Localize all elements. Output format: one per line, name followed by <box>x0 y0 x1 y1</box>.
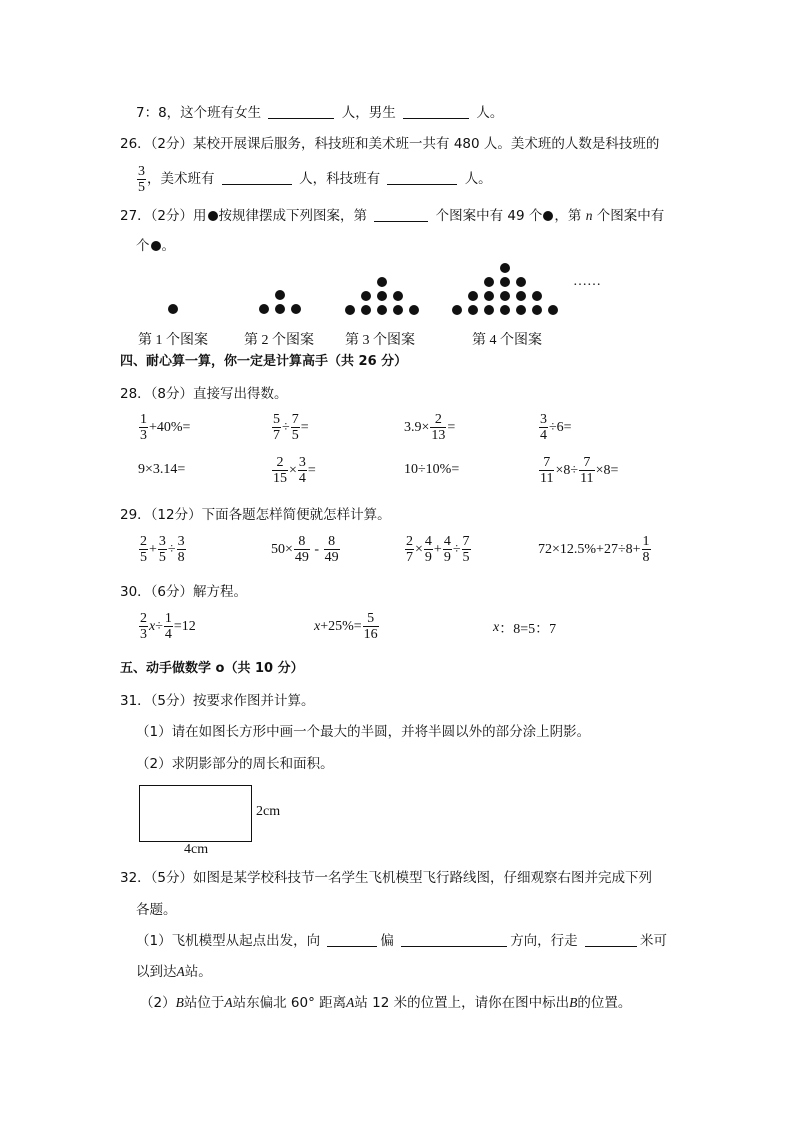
q32-p1-text-d: 米可 <box>639 933 667 949</box>
pattern-caption-2: 第 2 个图案 <box>244 333 314 348</box>
q27-text-c: 个图案中有 49 个 <box>435 208 543 224</box>
pattern-dot <box>452 305 462 315</box>
pattern-caption-1: 第 1 个图案 <box>138 333 208 348</box>
rectangle-figure <box>139 785 252 842</box>
pattern-dot <box>291 304 301 314</box>
q25-boys-blank[interactable] <box>403 103 469 119</box>
q25-text-a: 7：8，这个班有女生 <box>136 105 262 121</box>
pattern-dot <box>484 291 494 301</box>
frac-den: 49 <box>324 550 339 565</box>
frac-den: 5 <box>291 428 299 443</box>
q28-label: 28．（8分）直接写出得数。 <box>120 386 288 402</box>
expr-text: 10÷10%= <box>404 462 460 477</box>
q29-expr-3 <box>404 534 472 565</box>
q30-equation-2 <box>314 611 380 642</box>
frac-den: 4 <box>298 471 306 486</box>
fraction <box>405 534 414 565</box>
frac-den: 5 <box>462 550 470 565</box>
section-4-heading: 四、耐心算一算，你一定是计算高手（共 26 分） <box>120 354 408 369</box>
fraction <box>462 534 471 565</box>
frac-den: 11 <box>540 471 554 486</box>
dot-icon <box>151 241 161 251</box>
operator: - <box>310 541 323 557</box>
q32-direction-blank-2[interactable] <box>401 931 507 947</box>
fraction <box>158 534 167 565</box>
q31-part-1: （1）请在如图长方形中画一个最大的半圆，并将半圆以外的部分涂上阴影。 <box>136 724 591 740</box>
rectangle-width-label: 4cm <box>184 842 209 857</box>
frac-den: 49 <box>294 550 309 565</box>
q26-text-b: ，美术班有 <box>147 171 215 187</box>
operator: + <box>149 541 157 557</box>
operator: × <box>289 462 297 478</box>
fraction <box>291 412 300 443</box>
q29-label: 29．（12分）下面各题怎样简便就怎样计算。 <box>120 507 391 523</box>
q26-tech-blank[interactable] <box>387 169 457 185</box>
fraction <box>642 534 651 565</box>
frac-den: 7 <box>273 428 280 443</box>
pattern-dot <box>468 305 478 315</box>
fraction <box>430 412 446 443</box>
frac-den: 13 <box>431 428 446 443</box>
frac-num: 3 <box>540 412 547 427</box>
q30-label: 30．（6分）解方程。 <box>120 584 248 600</box>
pattern-dot <box>484 305 494 315</box>
pattern-dot <box>516 305 526 315</box>
pattern-dot <box>393 305 403 315</box>
q32-p2-text-c: 站 12 米的位置上，请你在图中标出 <box>354 995 570 1011</box>
pattern-dot <box>484 277 494 287</box>
expr-text: ×8= <box>595 462 619 478</box>
expr-text: ×8÷ <box>555 462 579 478</box>
fraction <box>294 534 310 565</box>
frac-num: 2 <box>276 455 284 470</box>
pattern-dot <box>377 277 387 287</box>
frac-num: 2 <box>406 534 413 549</box>
q27-text-b: 按规律摆成下列图案，第 <box>218 208 368 224</box>
expr-text: 72×12.5%+27÷8+ <box>538 541 641 557</box>
q32-p1-text-a: （1）飞机模型从起点出发，向 <box>136 933 321 949</box>
frac-den: 8 <box>642 550 650 565</box>
frac-num: 5 <box>273 412 280 427</box>
q26-line-1 <box>120 134 659 154</box>
pattern-dot <box>275 290 285 300</box>
q27-text-d: ，第 <box>554 208 582 224</box>
q28-expr-4 <box>538 412 572 443</box>
frac-num: 7 <box>462 534 470 549</box>
station-a-label: A <box>176 964 185 979</box>
fraction <box>579 455 594 486</box>
pattern-dot <box>361 305 371 315</box>
q25-girls-blank[interactable] <box>268 103 334 119</box>
station-b-label: B <box>175 995 184 1010</box>
q32-label: 32．（5分）如图是某学校科技节一名学生飞机模型飞行路线图，仔细观察右图并完成下列 <box>120 870 653 886</box>
fraction <box>298 455 307 486</box>
frac-den: 7 <box>406 550 413 565</box>
fraction <box>164 611 173 642</box>
q28-expr-5 <box>138 462 185 478</box>
fraction <box>272 455 288 486</box>
frac-num: 5 <box>367 611 375 626</box>
frac-num: 3 <box>158 534 166 549</box>
q26-frac-den: 5 <box>138 179 145 195</box>
expr-text: = <box>447 419 456 435</box>
q26-text-c: 人，科技班有 <box>299 171 381 187</box>
q32-part-1 <box>136 931 667 951</box>
pattern-dot <box>409 305 419 315</box>
fraction <box>177 534 186 565</box>
pattern-dot <box>361 291 371 301</box>
section-5-heading: 五、动手做数学 o（共 10 分） <box>120 661 304 676</box>
pattern-dot <box>377 305 387 315</box>
expr-text: 3.9× <box>404 419 430 435</box>
frac-num: 3 <box>298 455 306 470</box>
q32-p1-text-c: 方向，行走 <box>510 933 578 949</box>
q27-text-g: 。 <box>161 238 175 254</box>
fraction <box>424 534 433 565</box>
operator: ÷ <box>167 541 176 557</box>
frac-num: 8 <box>328 534 336 549</box>
pattern-dot <box>516 277 526 287</box>
q26-fraction <box>137 164 146 195</box>
pattern-dot <box>548 305 558 315</box>
station-b-label: B <box>569 995 578 1010</box>
frac-num: 1 <box>140 412 147 427</box>
frac-den: 4 <box>164 627 172 642</box>
pattern-dot <box>532 305 542 315</box>
expr-text: 9×3.14= <box>138 462 186 477</box>
expr-text: +40%= <box>149 419 191 435</box>
q28-expr-6 <box>271 455 316 486</box>
q28-expr-7 <box>404 462 459 478</box>
q31-label: 31．（5分）按要求作图并计算。 <box>120 693 315 709</box>
fraction <box>139 412 148 443</box>
q27-text-a: 用 <box>193 208 207 224</box>
q26-text-d: 人。 <box>464 171 492 187</box>
pattern-ellipsis: …… <box>573 274 601 289</box>
q29-expr-1 <box>138 534 187 565</box>
pattern-dot <box>516 291 526 301</box>
pattern-caption-4: 第 4 个图案 <box>472 333 542 348</box>
frac-den: 11 <box>580 471 594 486</box>
fraction <box>139 611 148 642</box>
q26-frac-num: 3 <box>138 163 145 179</box>
variable-x: x <box>493 620 500 635</box>
expr-text: = <box>300 419 309 435</box>
pattern-dot <box>500 291 510 301</box>
q32-part-2 <box>140 993 631 1013</box>
pattern-dot <box>345 305 355 315</box>
frac-den: 9 <box>424 550 432 565</box>
fraction <box>324 534 340 565</box>
frac-num: 4 <box>424 534 432 549</box>
rectangle-height-label: 2cm <box>256 804 281 819</box>
pattern-dot <box>275 304 285 314</box>
q32-p2-open: （2） <box>140 995 176 1011</box>
frac-num: 1 <box>164 611 172 626</box>
fraction <box>539 412 548 443</box>
frac-den: 5 <box>158 550 166 565</box>
expr-text: =12 <box>173 618 196 634</box>
operator: + <box>433 541 442 557</box>
frac-num: 2 <box>140 534 147 549</box>
q32-p1-end-text: 站。 <box>184 964 212 980</box>
dot-icon <box>543 211 553 221</box>
q26-art-blank[interactable] <box>222 169 292 185</box>
q32-p1-cont-text: 以到达 <box>136 964 177 980</box>
expr-text: ÷6= <box>549 419 572 435</box>
frac-den: 4 <box>540 428 547 443</box>
pattern-dot <box>500 305 510 315</box>
expr-text: +25%= <box>320 618 362 634</box>
pattern-dot <box>377 291 387 301</box>
q25-continuation <box>136 103 503 123</box>
fraction <box>139 534 148 565</box>
frac-den: 3 <box>140 428 147 443</box>
frac-num: 4 <box>443 534 451 549</box>
fraction <box>272 412 281 443</box>
pattern-dot <box>468 291 478 301</box>
frac-den: 16 <box>363 627 378 642</box>
q27-pattern-blank[interactable] <box>374 206 428 222</box>
q26-line-2 <box>136 162 492 196</box>
q26-number: 26．（2分） <box>120 136 194 152</box>
expr-text: ：8=5：7 <box>499 622 557 637</box>
q26-text-a: 某校开展课后服务，科技班和美术班一共有 480 人。美术班的人数是科技班的 <box>193 136 660 152</box>
q28-expr-8 <box>538 455 618 486</box>
frac-num: 2 <box>140 611 147 626</box>
q30-equation-1 <box>138 611 196 642</box>
q28-expr-2 <box>271 412 309 443</box>
station-a-label: A <box>224 995 233 1010</box>
pattern-dot <box>500 263 510 273</box>
pattern-dot <box>393 291 403 301</box>
q29-expr-2 <box>271 534 341 565</box>
frac-num: 8 <box>298 534 306 549</box>
frac-num: 2 <box>434 412 442 427</box>
q29-expr-4 <box>538 534 652 565</box>
expr-text: = <box>307 462 316 478</box>
q30-equation-3 <box>493 618 556 638</box>
variable-x: x <box>149 618 156 634</box>
q32-p1-text-b: 偏 <box>380 933 394 949</box>
frac-den: 15 <box>273 471 287 486</box>
frac-num: 3 <box>177 534 185 549</box>
q32-direction-blank-1[interactable] <box>327 931 377 947</box>
pattern-dot <box>168 304 178 314</box>
frac-den: 8 <box>177 550 185 565</box>
q27-number: 27．（2分） <box>120 208 194 224</box>
frac-num: 7 <box>291 412 299 427</box>
operator: ÷ <box>282 419 290 435</box>
fraction <box>539 455 554 486</box>
q32-p2-text-b: 站东偏北 60° 距离 <box>232 995 347 1011</box>
variable-x: x <box>314 618 321 634</box>
expr-text: 50× <box>271 541 293 557</box>
frac-den: 3 <box>140 627 147 642</box>
operator: ÷ <box>155 618 163 634</box>
frac-den: 9 <box>443 550 451 565</box>
q28-expr-1 <box>138 412 190 443</box>
q32-distance-blank[interactable] <box>585 931 637 947</box>
q32-p2-text-a: 站位于 <box>183 995 225 1011</box>
pattern-dot <box>259 304 269 314</box>
q27-text-e: 个图案中有 <box>596 208 665 224</box>
frac-den: 5 <box>140 550 147 565</box>
q31-part-2: （2）求阴影部分的周长和面积。 <box>136 756 334 772</box>
q28-expr-3 <box>404 412 455 443</box>
dot-icon <box>208 211 218 221</box>
q32-p2-text-d: 的位置。 <box>577 995 632 1011</box>
frac-num: 7 <box>583 455 591 470</box>
station-a-label: A <box>346 995 355 1010</box>
fraction <box>443 534 452 565</box>
fraction <box>363 611 379 642</box>
operator: × <box>415 541 423 557</box>
pattern-dot <box>500 277 510 287</box>
q27-text-f: 个 <box>136 238 150 254</box>
frac-num: 1 <box>642 534 650 549</box>
operator: ÷ <box>452 541 461 557</box>
q32-label-cont: 各题。 <box>136 902 177 918</box>
q27-line-2 <box>136 236 175 256</box>
q27-line-1 <box>120 206 664 226</box>
q25-text-c: 人。 <box>476 105 504 121</box>
q32-part-1-cont <box>136 962 212 982</box>
q27-var-n: n <box>585 208 593 223</box>
pattern-caption-3: 第 3 个图案 <box>345 333 415 348</box>
pattern-dot <box>532 291 542 301</box>
frac-num: 7 <box>543 455 551 470</box>
q25-text-b: 人，男生 <box>341 105 396 121</box>
